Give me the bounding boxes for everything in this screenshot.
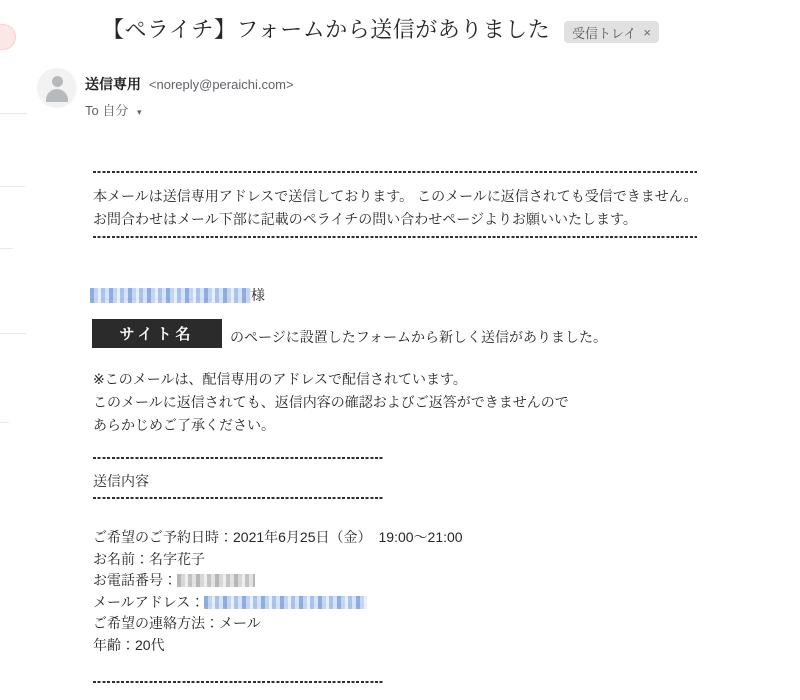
to-label: To 自分 (85, 103, 129, 118)
email-subject: 【ペライチ】フォームから送信がありました (102, 17, 551, 42)
field-value (177, 572, 255, 588)
site-row (92, 319, 607, 348)
left-strip-line (0, 113, 27, 114)
site-name-badge: サイト名 (92, 319, 222, 348)
sender-avatar (37, 68, 77, 108)
field-colon: ： (219, 529, 233, 545)
recipient-line (90, 285, 265, 305)
divider-dashed (93, 236, 697, 238)
divider-dashed (93, 457, 383, 459)
field-value: 20代 (135, 636, 165, 653)
field-label: ご希望のご予約日時 (93, 529, 219, 545)
sender-email: <noreply@peraichi.com> (148, 77, 294, 92)
recipient-honorific: 様 (251, 287, 265, 303)
note-line: ※このメールは、配信専用のアドレスで配信されています。 (93, 371, 467, 387)
inbox-label-text: 受信トレイ (572, 25, 637, 41)
background-avatar-fragment (0, 24, 16, 50)
recipient-dropdown[interactable] (85, 100, 142, 119)
field-label: 年齢 (93, 636, 121, 653)
divider-dashed (93, 171, 697, 173)
field-label: メールアドレス (93, 593, 191, 610)
field-label: お電話番号 (93, 572, 163, 589)
left-strip-line (0, 333, 26, 334)
form-field-row (93, 527, 463, 549)
field-label: お名前 (93, 550, 135, 567)
form-field-row (93, 570, 463, 592)
form-field-row (93, 613, 463, 635)
field-colon: ： (190, 593, 205, 610)
masked-email-value (204, 596, 367, 609)
left-strip-line (0, 186, 25, 187)
note-line: あらかじめご了承ください。 (93, 417, 275, 433)
notice-line: お問合わせはメール下部に記載のペライチの問い合わせページよりお願いいたします。 (93, 211, 637, 227)
left-strip-line (0, 422, 9, 423)
field-value: 2021年6月25日（金） 19:00～21:00 (233, 529, 463, 545)
field-value (204, 594, 367, 610)
person-icon (52, 76, 63, 87)
field-value: 名字花子 (149, 550, 205, 567)
field-colon: ： (163, 572, 177, 589)
notice-line: 本メールは送信専用アドレスで送信しております。 このメールに返信されても受信できません。 (93, 188, 698, 204)
sender-name: 送信専用 (85, 76, 141, 92)
left-strip-line (0, 248, 13, 249)
masked-recipient-email (90, 288, 251, 303)
note-block (93, 368, 569, 437)
field-colon: ： (205, 615, 219, 632)
label-remove-icon[interactable]: × (643, 24, 651, 40)
field-label: ご希望の連絡方法 (93, 615, 205, 632)
form-field-row (93, 592, 463, 614)
sender-line (85, 74, 294, 94)
divider-dashed (93, 497, 383, 499)
field-colon: ： (135, 550, 149, 567)
divider-dashed (93, 681, 383, 683)
masked-phone-value (177, 574, 255, 587)
form-field-row (93, 635, 463, 657)
section-title: 送信内容 (93, 473, 149, 489)
person-icon-body (46, 89, 68, 102)
chevron-down-icon: ▾ (136, 107, 142, 117)
form-fields (93, 527, 463, 657)
form-field-row (93, 549, 463, 571)
note-line: このメールに返信されても、返信内容の確認およびご返答ができませんので (93, 394, 569, 410)
site-line-text: のページに設置したフォームから新しく送信がありました。 (230, 329, 608, 345)
field-value: メール (219, 615, 261, 632)
field-colon: ： (121, 636, 135, 653)
inbox-label-chip[interactable] (564, 21, 659, 43)
